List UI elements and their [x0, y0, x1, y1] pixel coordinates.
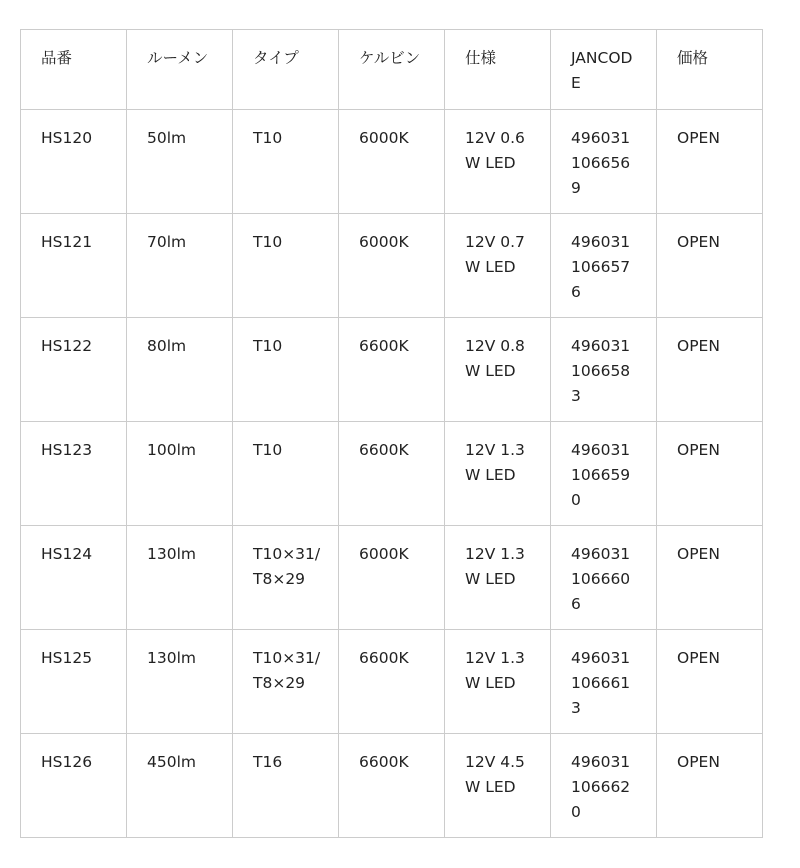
table-header: [21, 30, 763, 110]
cell-lumen: 130lm: [127, 526, 233, 630]
cell-price: OPEN: [657, 214, 763, 318]
cell-kelvin: 6600K: [339, 318, 445, 422]
cell-type: T10: [233, 214, 339, 318]
cell-jancode: 4960311066613: [551, 630, 657, 734]
header-type: タイプ: [233, 30, 339, 110]
cell-kelvin: 6000K: [339, 110, 445, 214]
cell-lumen: 50lm: [127, 110, 233, 214]
header-row: [21, 30, 763, 110]
cell-spec: 12V 0.7W LED: [445, 214, 551, 318]
cell-part-number: HS121: [21, 214, 127, 318]
cell-jancode: 4960311066576: [551, 214, 657, 318]
cell-part-number: HS120: [21, 110, 127, 214]
table-row: [21, 526, 763, 630]
cell-spec: 12V 4.5W LED: [445, 734, 551, 838]
cell-spec: 12V 1.3W LED: [445, 422, 551, 526]
cell-part-number: HS122: [21, 318, 127, 422]
table-row: [21, 630, 763, 734]
cell-price: OPEN: [657, 318, 763, 422]
cell-type: T10: [233, 422, 339, 526]
cell-type: T10×31/T8×29: [233, 526, 339, 630]
table-row: [21, 318, 763, 422]
header-spec: 仕様: [445, 30, 551, 110]
cell-part-number: HS124: [21, 526, 127, 630]
cell-part-number: HS126: [21, 734, 127, 838]
cell-kelvin: 6600K: [339, 422, 445, 526]
cell-lumen: 70lm: [127, 214, 233, 318]
cell-price: OPEN: [657, 422, 763, 526]
table-body: [21, 110, 763, 838]
cell-price: OPEN: [657, 110, 763, 214]
cell-jancode: 4960311066606: [551, 526, 657, 630]
cell-spec: 12V 0.8W LED: [445, 318, 551, 422]
cell-spec: 12V 1.3W LED: [445, 630, 551, 734]
table-row: [21, 734, 763, 838]
cell-jancode: 4960311066583: [551, 318, 657, 422]
cell-part-number: HS123: [21, 422, 127, 526]
spec-table-container: [20, 29, 763, 838]
cell-jancode: 4960311066590: [551, 422, 657, 526]
cell-price: OPEN: [657, 734, 763, 838]
header-kelvin: ケルビン: [339, 30, 445, 110]
header-price: 価格: [657, 30, 763, 110]
header-part-number: 品番: [21, 30, 127, 110]
header-jancode: JANCODE: [551, 30, 657, 110]
cell-spec: 12V 0.6W LED: [445, 110, 551, 214]
cell-type: T16: [233, 734, 339, 838]
cell-jancode: 4960311066569: [551, 110, 657, 214]
cell-price: OPEN: [657, 630, 763, 734]
cell-kelvin: 6600K: [339, 734, 445, 838]
table-row: [21, 110, 763, 214]
cell-spec: 12V 1.3W LED: [445, 526, 551, 630]
spec-table: [20, 29, 763, 838]
cell-kelvin: 6600K: [339, 630, 445, 734]
header-lumen: ルーメン: [127, 30, 233, 110]
cell-kelvin: 6000K: [339, 214, 445, 318]
cell-lumen: 100lm: [127, 422, 233, 526]
cell-part-number: HS125: [21, 630, 127, 734]
cell-type: T10: [233, 110, 339, 214]
cell-type: T10: [233, 318, 339, 422]
cell-price: OPEN: [657, 526, 763, 630]
cell-lumen: 80lm: [127, 318, 233, 422]
table-row: [21, 422, 763, 526]
cell-kelvin: 6000K: [339, 526, 445, 630]
table-row: [21, 214, 763, 318]
cell-jancode: 4960311066620: [551, 734, 657, 838]
cell-lumen: 130lm: [127, 630, 233, 734]
cell-type: T10×31/T8×29: [233, 630, 339, 734]
cell-lumen: 450lm: [127, 734, 233, 838]
